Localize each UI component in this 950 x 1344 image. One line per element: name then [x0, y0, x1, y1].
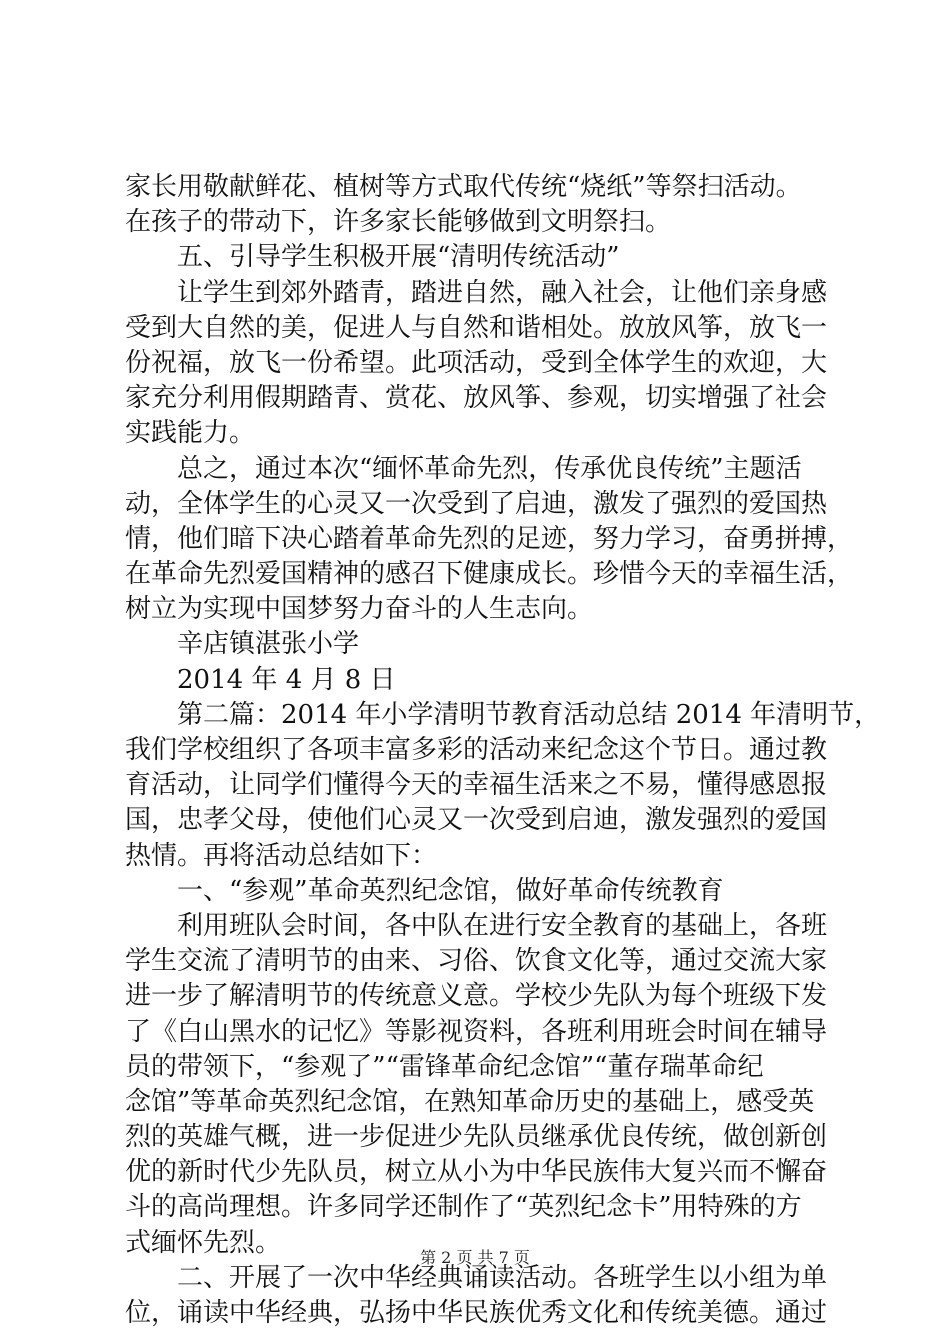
text-line: 式缅怀先烈。	[125, 1227, 282, 1258]
section-heading: 一、“参观”革命英烈纪念馆，做好革命传统教育	[177, 875, 724, 906]
text-line: 动，全体学生的心灵又一次受到了启迪，激发了强烈的爱国热	[125, 488, 828, 519]
signature-school: 辛店镇湛张小学	[177, 629, 360, 660]
text-line: 育活动，让同学们懂得今天的幸福生活来之不易，懂得感恩报	[125, 770, 828, 801]
text-line: 情，他们暗下决心踏着革命先烈的足迹，努力学习，奋勇拼搏，	[125, 523, 854, 554]
text-line: 让学生到郊外踏青，踏进自然，融入社会，让他们亲身感	[177, 277, 828, 308]
text-line: 员的带领下，“参观了”“雷锋革命纪念馆”“董存瑞革命纪	[125, 1051, 764, 1082]
text-line: 国，忠孝父母，使他们心灵又一次受到启迪，激发强烈的爱国	[125, 805, 828, 836]
text-line: 受到大自然的美，促进人与自然和谐相处。放放风筝，放飞一	[125, 312, 828, 343]
text-line: 斗的高尚理想。许多同学还制作了“英烈纪念卡”用特殊的方	[125, 1192, 802, 1223]
text-line: 学生交流了清明节的由来、习俗、饮食文化等，通过交流大家	[125, 946, 828, 977]
text-line: 在革命先烈爱国精神的感召下健康成长。珍惜今天的幸福生活，	[125, 559, 854, 590]
section-heading: 二、开展了一次中华经典诵读活动。各班学生以小组为单	[177, 1262, 828, 1293]
document-body	[125, 170, 881, 1331]
text-line: 份祝福，放飞一份希望。此项活动，受到全体学生的欢迎，大	[125, 347, 828, 378]
section-heading: 五、引导学生积极开展“清明传统活动”	[177, 242, 620, 273]
text-line: 了《白山黑水的记忆》等影视资料，各班利用班会时间在辅导	[125, 1016, 828, 1047]
text-line: 利用班队会时间，各中队在进行安全教育的基础上，各班	[177, 910, 828, 941]
text-line: 念馆”等革命英烈纪念馆，在熟知革命历史的基础上，感受英	[125, 1086, 815, 1117]
text-line: 总之，通过本次“缅怀革命先烈，传承优良传统”主题活	[177, 453, 802, 484]
text-line: 我们学校组织了各项丰富多彩的活动来纪念这个节日。通过教	[125, 735, 828, 765]
signature-date: 2014 年 4 月 8 日	[177, 664, 396, 695]
page-number: 第 2 页 共 7 页	[420, 1248, 530, 1267]
text-line: 烈的英雄气概，进一步促进少先队员继承优良传统，做创新创	[125, 1122, 828, 1153]
text-line: 进一步了解清明节的传统意义意。学校少先队为每个班级下发	[125, 981, 828, 1012]
text-line: 优的新时代少先队员，树立从小为中华民族伟大复兴而不懈奋	[125, 1157, 828, 1188]
text-line: 家长用敬献鲜花、植树等方式取代传统“烧纸”等祭扫活动。	[125, 172, 802, 202]
section-title: 第二篇：2014 年小学清明节教育活动总结 2014 年清明节，	[177, 699, 881, 730]
text-line: 实践能力。	[125, 418, 256, 449]
text-line: 在孩子的带动下，许多家长能够做到文明祭扫。	[125, 207, 672, 238]
text-line: 热情。再将活动总结如下：	[125, 840, 438, 871]
text-line: 家充分利用假期踏青、赏花、放风筝、参观，切实增强了社会	[125, 383, 828, 414]
text-line: 位，诵读中华经典，弘扬中华民族优秀文化和传统美德。通过	[125, 1298, 828, 1328]
text-line: 树立为实现中国梦努力奋斗的人生志向。	[125, 594, 594, 625]
